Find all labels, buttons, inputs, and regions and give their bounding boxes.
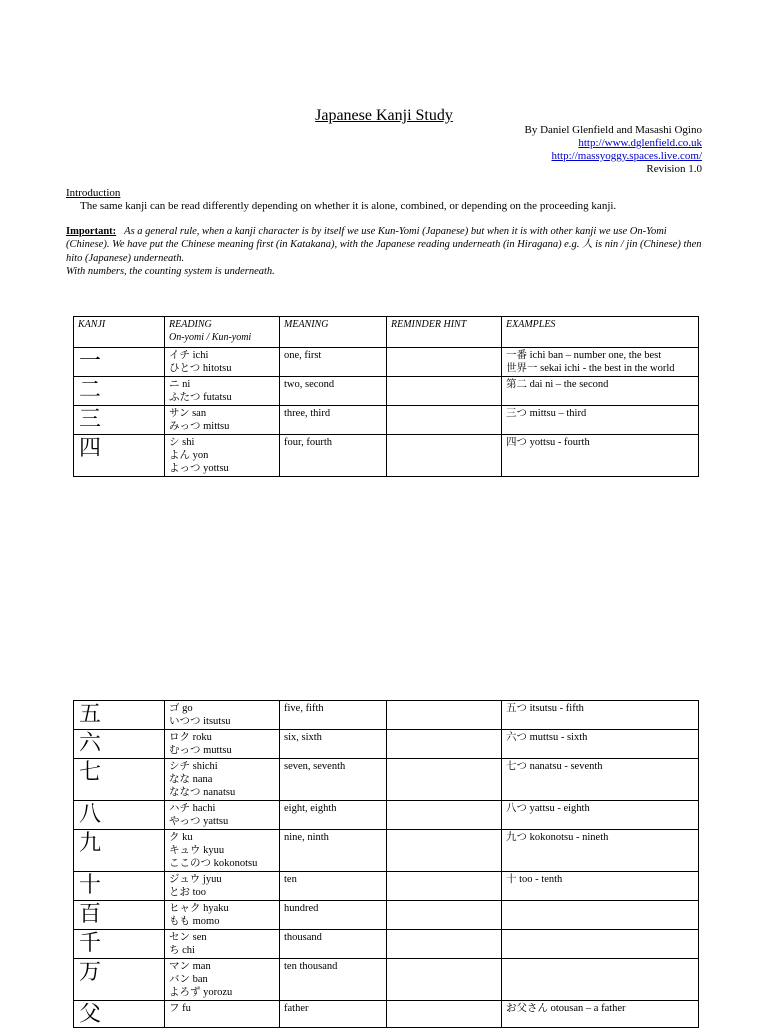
meaning-cell: seven, seventh: [280, 759, 387, 801]
reading-line: セン sen: [169, 932, 207, 943]
table-row: [74, 406, 699, 435]
reading-line: やっつ yattsu: [169, 816, 229, 827]
reading-cell: [165, 377, 280, 406]
reading-line: フ fu: [169, 1003, 191, 1014]
meaning-cell: hundred: [280, 901, 387, 930]
table-row: [74, 930, 699, 959]
hint-cell: [387, 959, 502, 1001]
table-row: [74, 1001, 699, 1028]
reading-line: サン san: [169, 408, 207, 419]
kanji-cell: 千: [74, 930, 165, 959]
table-row: [74, 730, 699, 759]
important-text-2: With numbers, the counting system is underneath.: [66, 265, 275, 277]
reading-cell: [165, 759, 280, 801]
example-line: お父さん otousan – a father: [506, 1003, 626, 1014]
meaning-cell: one, first: [280, 348, 387, 377]
reading-line: ひとつ hitotsu: [169, 363, 232, 374]
meaning-cell: father: [280, 1001, 387, 1028]
revision: Revision 1.0: [646, 163, 702, 175]
hint-cell: [387, 759, 502, 801]
table-row: [74, 759, 699, 801]
author-link-2[interactable]: http://massyoggy.spaces.live.com/: [551, 150, 702, 162]
reading-line: ふたつ futatsu: [169, 392, 232, 403]
intro-heading: Introduction: [66, 187, 121, 199]
example-line: 六つ muttsu - sixth: [506, 732, 588, 743]
table-row: [74, 435, 699, 477]
intro-text: The same kanji can be read differently depending on whether it is alone, combined, or depending on the proceeding kanji.: [80, 200, 617, 212]
examples-cell: [502, 759, 699, 801]
kanji-cell: 七: [74, 759, 165, 801]
reading-cell: [165, 830, 280, 872]
example-line: 四つ yottsu - fourth: [506, 437, 590, 448]
meaning-cell: nine, ninth: [280, 830, 387, 872]
meaning-cell: thousand: [280, 930, 387, 959]
reading-line: シ shi: [169, 437, 195, 448]
reading-line: バン ban: [169, 974, 208, 985]
hint-cell: [387, 872, 502, 901]
header-examples: EXAMPLES: [502, 317, 699, 348]
reading-line: ち chi: [169, 945, 195, 956]
byline: [525, 124, 703, 176]
examples-cell: [502, 730, 699, 759]
hint-cell: [387, 930, 502, 959]
meaning-cell: five, fifth: [280, 701, 387, 730]
meaning-cell: three, third: [280, 406, 387, 435]
meaning-cell: ten thousand: [280, 959, 387, 1001]
examples-cell: [502, 701, 699, 730]
reading-line: ニ ni: [169, 379, 191, 390]
kanji-cell: 三: [74, 406, 165, 435]
examples-cell: [502, 348, 699, 377]
header-meaning: MEANING: [280, 317, 387, 348]
hint-cell: [387, 801, 502, 830]
introduction: [66, 187, 706, 213]
author-link-1[interactable]: http://www.dglenfield.co.uk: [578, 137, 702, 149]
reading-line: シチ shichi: [169, 761, 218, 772]
reading-cell: [165, 901, 280, 930]
hint-cell: [387, 435, 502, 477]
hint-cell: [387, 377, 502, 406]
reading-line: とお too: [169, 887, 207, 898]
examples-cell: [502, 930, 699, 959]
meaning-cell: ten: [280, 872, 387, 901]
table-row: [74, 901, 699, 930]
table-row: [74, 801, 699, 830]
header-hint: REMINDER HINT: [387, 317, 502, 348]
hint-cell: [387, 406, 502, 435]
kanji-table-2: [73, 700, 699, 1028]
authors: By Daniel Glenfield and Masashi Ogino: [524, 124, 702, 136]
hint-cell: [387, 830, 502, 872]
kanji-cell: 六: [74, 730, 165, 759]
examples-cell: [502, 1001, 699, 1028]
examples-cell: [502, 830, 699, 872]
examples-cell: [502, 801, 699, 830]
reading-line: マン man: [169, 961, 211, 972]
hint-cell: [387, 901, 502, 930]
reading-cell: [165, 959, 280, 1001]
example-line: 第二 dai ni – the second: [506, 379, 609, 390]
table-row: [74, 701, 699, 730]
header-reading: READING On-yomi / Kun-yomi: [165, 317, 280, 348]
important-note: [66, 225, 706, 278]
example-line: 七つ nanatsu - seventh: [506, 761, 603, 772]
reading-cell: [165, 435, 280, 477]
reading-line: もも momo: [169, 916, 220, 927]
kanji-cell: 九: [74, 830, 165, 872]
important-text: As a general rule, when a kanji character is by itself we use Kun-Yomi (Japanese) but when it is with other kanji we use On-Yomi (Chinese). We have put the Chinese meaning first (in Katakana), with the Japanese reading underneath (in Hiragana) e.g. 人 is nin / jin (Chinese) then hito (Japanese) underneath.: [66, 226, 702, 264]
reading-cell: [165, 1001, 280, 1028]
reading-cell: [165, 348, 280, 377]
kanji-cell: 四: [74, 435, 165, 477]
examples-cell: [502, 901, 699, 930]
example-line: 三つ mittsu – third: [506, 408, 587, 419]
reading-line: ゴ go: [169, 703, 193, 714]
reading-cell: [165, 730, 280, 759]
table-header-row: [74, 317, 699, 348]
reading-line: よろず yorozu: [169, 987, 233, 998]
reading-cell: [165, 701, 280, 730]
hint-cell: [387, 730, 502, 759]
examples-cell: [502, 959, 699, 1001]
reading-cell: [165, 930, 280, 959]
reading-line: いつつ itsutsu: [169, 716, 231, 727]
important-label: Important:: [66, 226, 117, 237]
kanji-cell: 十: [74, 872, 165, 901]
example-line: 十 too - tenth: [506, 874, 563, 885]
meaning-cell: eight, eighth: [280, 801, 387, 830]
hint-cell: [387, 701, 502, 730]
kanji-cell: 一: [74, 348, 165, 377]
example-line: 世界一 sekai ichi - the best in the world: [506, 363, 675, 374]
reading-line: みっつ mittsu: [169, 421, 230, 432]
kanji-table-1: [73, 316, 699, 477]
examples-cell: [502, 406, 699, 435]
reading-line: なな nana: [169, 774, 213, 785]
hint-cell: [387, 348, 502, 377]
reading-line: キュウ kyuu: [169, 845, 225, 856]
header-kanji: KANJI: [74, 317, 165, 348]
reading-line: ジュウ jyuu: [169, 874, 222, 885]
kanji-cell: 五: [74, 701, 165, 730]
examples-cell: [502, 377, 699, 406]
hint-cell: [387, 1001, 502, 1028]
meaning-cell: four, fourth: [280, 435, 387, 477]
examples-cell: [502, 435, 699, 477]
reading-line: ロク roku: [169, 732, 212, 743]
table-row: [74, 959, 699, 1001]
reading-line: ヒャク hyaku: [169, 903, 229, 914]
kanji-cell: 八: [74, 801, 165, 830]
example-line: 九つ kokonotsu - nineth: [506, 832, 609, 843]
example-line: 八つ yattsu - eighth: [506, 803, 590, 814]
table-row: [74, 830, 699, 872]
examples-cell: [502, 872, 699, 901]
meaning-cell: six, sixth: [280, 730, 387, 759]
table-row: [74, 377, 699, 406]
kanji-cell: 父: [74, 1001, 165, 1028]
reading-line: よん yon: [169, 450, 209, 461]
reading-line: ななつ nanatsu: [169, 787, 236, 798]
kanji-cell: 二: [74, 377, 165, 406]
reading-cell: [165, 801, 280, 830]
reading-cell: [165, 872, 280, 901]
reading-line: むっつ muttsu: [169, 745, 232, 756]
table-row: [74, 872, 699, 901]
reading-cell: [165, 406, 280, 435]
reading-line: ク ku: [169, 832, 193, 843]
table-row: [74, 348, 699, 377]
example-line: 一番 ichi ban – number one, the best: [506, 350, 662, 361]
kanji-cell: 万: [74, 959, 165, 1001]
reading-line: ハチ hachi: [169, 803, 216, 814]
example-line: 五つ itsutsu - fifth: [506, 703, 584, 714]
kanji-cell: 百: [74, 901, 165, 930]
page-title: Japanese Kanji Study: [315, 107, 453, 124]
reading-line: イチ ichi: [169, 350, 209, 361]
reading-line: ここのつ kokonotsu: [169, 858, 258, 869]
meaning-cell: two, second: [280, 377, 387, 406]
reading-line: よっつ yottsu: [169, 463, 229, 474]
